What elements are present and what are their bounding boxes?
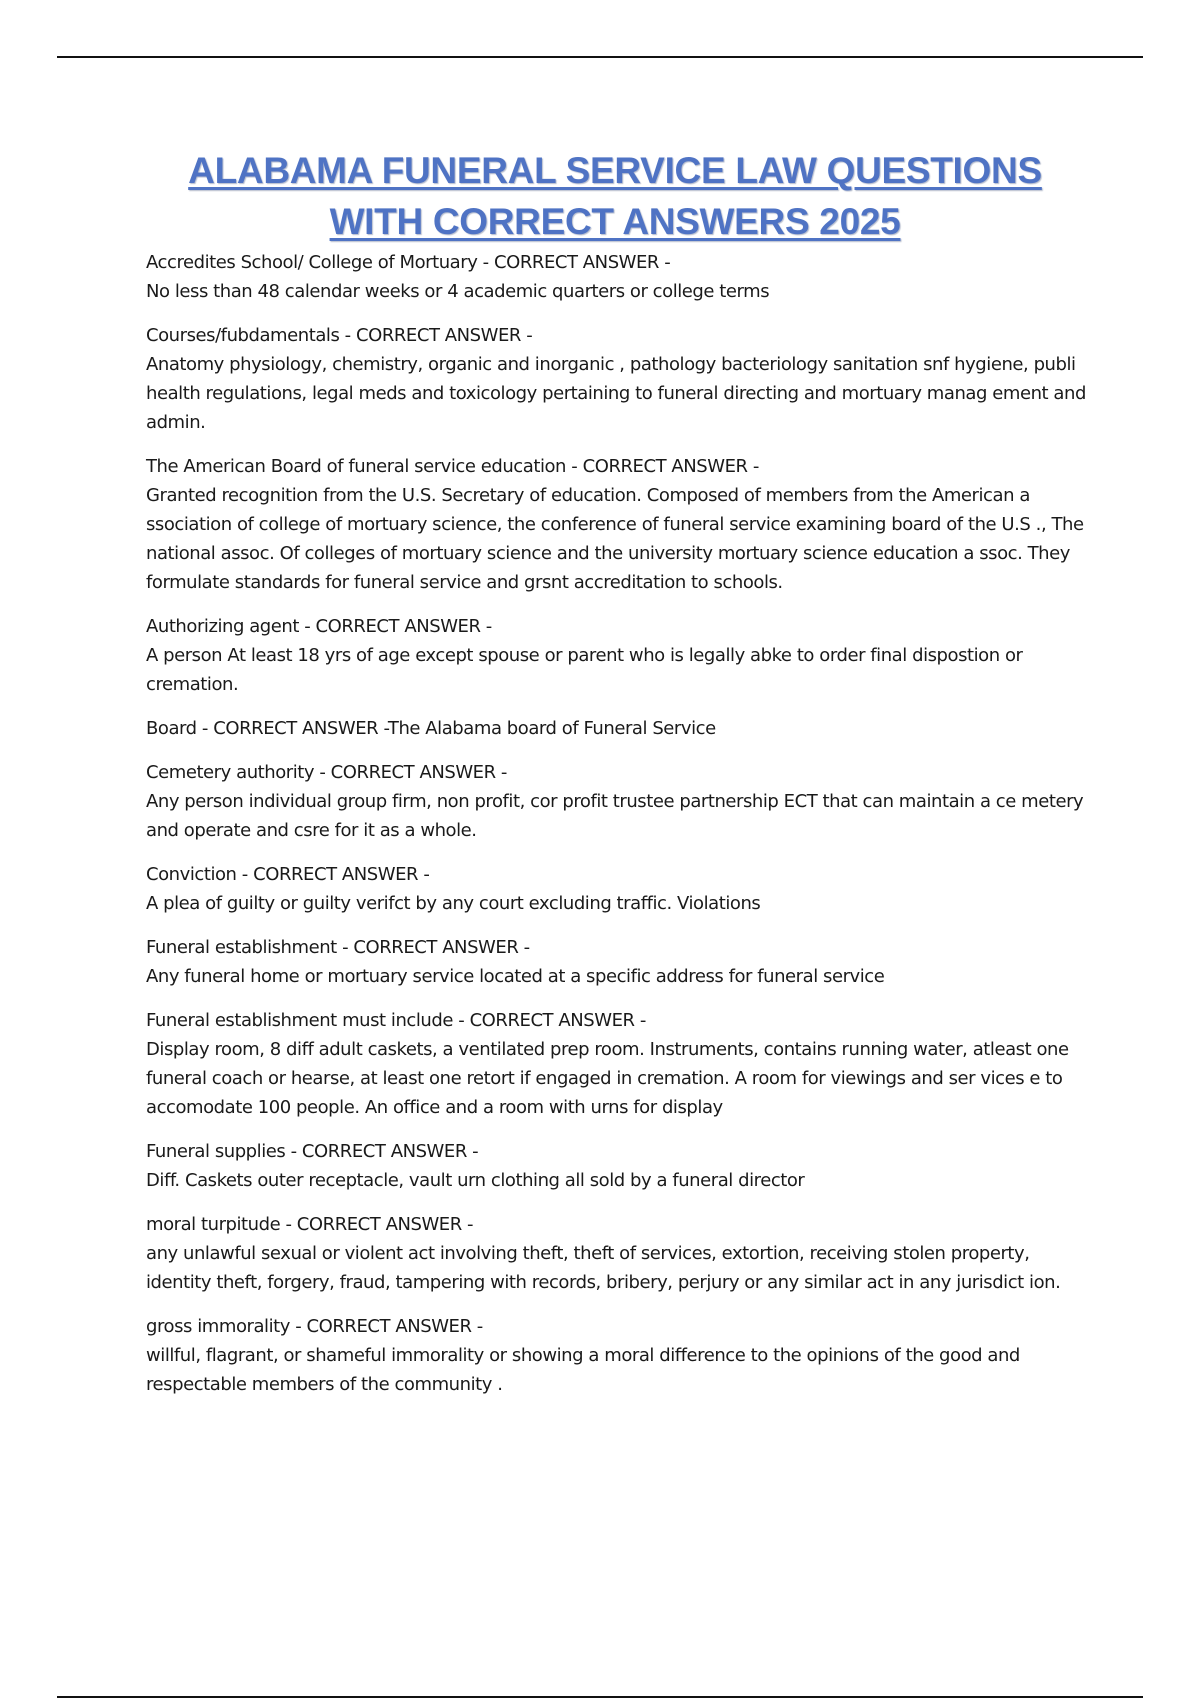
qa-term: Accredites School/ College of Mortuary - CORRECT ANSWER -	[146, 252, 671, 273]
qa-term: moral turpitude - CORRECT ANSWER -	[146, 1214, 474, 1235]
qa-answer: A plea of guilty or guilty verifct by any court excluding traffic. Violations	[146, 893, 761, 914]
qa-entry	[146, 321, 1096, 437]
qa-term: Funeral establishment - CORRECT ANSWER -	[146, 937, 530, 958]
qa-answer: Any person individual group firm, non profit, cor profit trustee partnership ECT that can maintain a ce metery and operate and csre for it as a whole.	[146, 791, 1084, 841]
qa-answer: any unlawful sexual or violent act involving theft, theft of services, extortion, receiving stolen property, identity theft, forgery, fraud, tampering with records, bribery, perjury or any similar act in any jurisdict ion.	[146, 1243, 1061, 1293]
qa-answer: A person At least 18 yrs of age except spouse or parent who is legally abke to order final dispostion or cremation.	[146, 645, 1023, 695]
qa-answer: The Alabama board of Funeral Service	[387, 718, 716, 739]
qa-answer: Granted recognition from the U.S. Secretary of education. Composed of members from the American a ssociation of college of mortuary science, the conference of funeral service examining board of the U.S ., The national assoc. Of colleges of mortuary science and the university mortuary science education a ssoc. They formulate standards for funeral service and grsnt accreditation to schools.	[146, 485, 1084, 593]
qa-entry	[146, 714, 1096, 743]
qa-term: Funeral supplies - CORRECT ANSWER -	[146, 1141, 479, 1162]
qa-term: gross immorality - CORRECT ANSWER -	[146, 1316, 483, 1337]
qa-list	[146, 248, 1096, 1414]
qa-answer: Any funeral home or mortuary service located at a specific address for funeral service	[146, 966, 885, 987]
document-title	[140, 145, 1090, 247]
qa-entry	[146, 933, 1096, 991]
qa-entry	[146, 452, 1096, 597]
qa-answer: Anatomy physiology, chemistry, organic and inorganic , pathology bacteriology sanitation snf hygiene, publi health regulations, legal meds and toxicology pertaining to funeral directing and mortuary manag ement and admin.	[146, 354, 1086, 433]
qa-entry	[146, 1006, 1096, 1122]
qa-answer: Display room, 8 diff adult caskets, a ventilated prep room. Instruments, contains running water, atleast one funeral coach or hearse, at least one retort if engaged in cremation. A room for viewings and ser vices e to accomodate 100 people. An office and a room with urns for display	[146, 1039, 1069, 1118]
title-line-2: WITH CORRECT ANSWERS 2025	[329, 201, 901, 242]
qa-entry	[146, 860, 1096, 918]
qa-entry	[146, 758, 1096, 845]
qa-entry	[146, 248, 1096, 306]
qa-term: Board - CORRECT ANSWER -	[146, 718, 388, 739]
qa-term: Authorizing agent - CORRECT ANSWER -	[146, 616, 492, 637]
qa-answer: willful, flagrant, or shameful immorality or showing a moral difference to the opinions of the good and respectable members of the community .	[146, 1345, 1020, 1395]
qa-term: Conviction - CORRECT ANSWER -	[146, 864, 430, 885]
title-line-1: ALABAMA FUNERAL SERVICE LAW QUESTIONS	[188, 150, 1042, 191]
qa-term: Courses/fubdamentals - CORRECT ANSWER -	[146, 325, 533, 346]
qa-term: The American Board of funeral service education - CORRECT ANSWER -	[146, 456, 759, 477]
bottom-divider	[57, 1696, 1143, 1698]
qa-entry	[146, 612, 1096, 699]
qa-term: Funeral establishment must include - CORRECT ANSWER -	[146, 1010, 646, 1031]
top-divider	[57, 56, 1143, 58]
qa-answer: Diff. Caskets outer receptacle, vault urn clothing all sold by a funeral director	[146, 1170, 805, 1191]
qa-entry	[146, 1210, 1096, 1297]
qa-answer: No less than 48 calendar weeks or 4 academic quarters or college terms	[146, 281, 770, 302]
qa-term: Cemetery authority - CORRECT ANSWER -	[146, 762, 507, 783]
qa-entry	[146, 1137, 1096, 1195]
qa-entry	[146, 1312, 1096, 1399]
